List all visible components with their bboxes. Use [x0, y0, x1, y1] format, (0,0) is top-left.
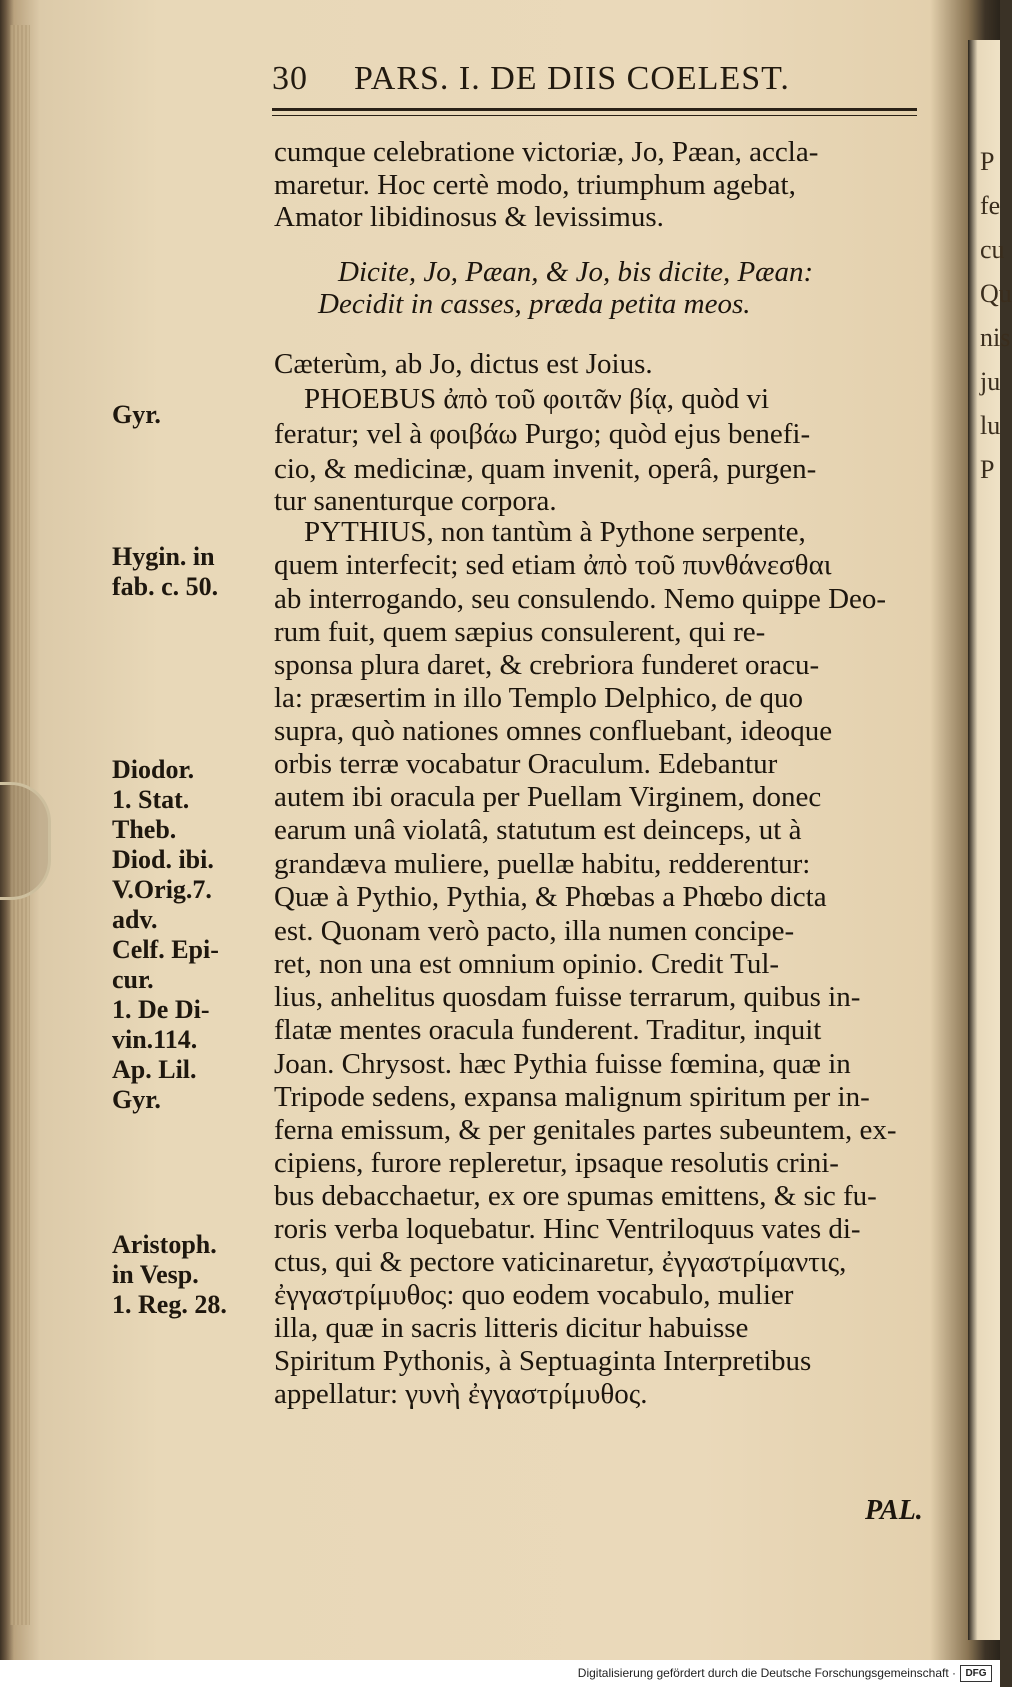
text-line: cumque celebratione victoriæ, Jo, Pæan, accla-	[274, 136, 819, 168]
facing-fragment: ju	[980, 367, 1001, 396]
margin-note-line: Gyr.	[112, 400, 161, 429]
facing-fragment: P	[980, 147, 995, 176]
text-line: sponsa plura daret, & crebriora funderet oracu-	[274, 649, 820, 681]
margin-note-line: Celf. Epi-	[112, 935, 219, 964]
text-line: PYTHIUS, non tantùm à Pythone serpente,	[304, 516, 806, 548]
text-line: Joan. Chrysost. hæc Pythia fuisse fœmina, quæ in	[274, 1048, 851, 1080]
margin-note-line: adv.	[112, 905, 158, 934]
running-title: PARS. I. DE DIIS COELEST.	[354, 60, 790, 97]
text-line: Amator libidinosus & levissimus.	[274, 201, 664, 233]
text-line: flatæ mentes oracula funderent. Traditur, inquit	[274, 1014, 822, 1046]
text-line: supra, quò nationes omnes confluebant, ideoque	[274, 715, 833, 747]
margin-note-line: vin.114.	[112, 1025, 198, 1054]
text-line: maretur. Hoc certè modo, triumphum agebat,	[274, 169, 796, 201]
margin-note-line: Aristoph.	[112, 1230, 217, 1259]
text-line: Tripode sedens, expansa malignum spiritum per in-	[274, 1081, 870, 1113]
text-line: feratur; vel à φοιβάω Purgo; quòd ejus benefi-	[274, 418, 811, 450]
margin-note-line: Diodor.	[112, 755, 195, 784]
catchword: PAL.	[865, 1495, 923, 1526]
margin-note-line: in Vesp.	[112, 1260, 199, 1289]
text-line: appellatur: γυνὴ ἐγγαστρίμυθος.	[274, 1378, 648, 1410]
margin-note-line: 1. Reg. 28.	[112, 1290, 227, 1319]
facing-fragment: P	[980, 455, 995, 484]
margin-note-line: fab. c. 50.	[112, 572, 219, 601]
text-line: cipiens, furore repleretur, ipsaque resolutis crini-	[274, 1147, 839, 1179]
text-line: quem interfecit; sed etiam ἀπὸ τοῦ πυνθάνεσθαι	[274, 549, 832, 581]
book-clasp	[0, 782, 51, 900]
margin-note-line: 1. De Di-	[112, 995, 210, 1024]
margin-note-line: Diod. ibi.	[112, 845, 214, 874]
text-line: roris verba loquebatur. Hinc Ventriloquus vates di-	[274, 1213, 861, 1245]
text-line: la: præsertim in illo Templo Delphico, de quo	[274, 682, 804, 714]
margin-note-line: 1. Stat.	[112, 785, 190, 814]
text-line: est. Quonam verò pacto, illa numen concipe-	[274, 915, 795, 947]
margin-note-line: Ap. Lil.	[112, 1055, 197, 1084]
dfg-logo: DFG	[960, 1665, 992, 1682]
text-line: Cæterùm, ab Jo, dictus est Joius.	[274, 348, 653, 380]
facing-fragment: lu	[980, 411, 1001, 440]
verse-line: Dicite, Jo, Pæan, & Jo, bis dicite, Pæan:	[338, 256, 814, 288]
facing-page-text	[980, 140, 1012, 492]
text-line: illa, quæ in sacris litteris dicitur habuisse	[274, 1312, 749, 1344]
header-rule	[272, 108, 917, 111]
text-line: PHOEBUS ἀπὸ τοῦ φοιτᾶν βίᾳ, quòd vi	[304, 383, 770, 415]
digitization-footer	[0, 1660, 1000, 1687]
margin-note-line: Gyr.	[112, 1085, 161, 1114]
facing-fragment: nis	[980, 323, 1011, 352]
text-line: ab interrogando, seu consulendo. Nemo quippe Deo-	[274, 583, 887, 615]
text-line: ret, non una est omnium opinio. Credit Tul-	[274, 948, 780, 980]
page-number: 30	[272, 60, 308, 97]
verse-line: Decidit in casses, præda petita meos.	[318, 288, 751, 320]
text-line: bus debacchaetur, ex ore spumas emittens, & sic fu-	[274, 1180, 877, 1212]
text-line: Spiritum Pythonis, à Septuaginta Interpretibus	[274, 1345, 812, 1377]
header-rule-thin	[272, 115, 917, 116]
text-line: ἐγγαστρίμυθος: quo eodem vocabulo, mulier	[274, 1279, 794, 1311]
text-line: tur sanenturque corpora.	[274, 485, 557, 517]
text-line: grandæva muliere, puellæ habitu, redderentur:	[274, 848, 811, 880]
margin-note-line: V.Orig.7.	[112, 875, 212, 904]
facing-fragment: cu	[980, 235, 1005, 264]
text-line: Quæ à Pythio, Pythia, & Phœbas a Phœbo dicta	[274, 881, 827, 913]
text-line: autem ibi oracula per Puellam Virginem, donec	[274, 781, 822, 813]
margin-note-line: cur.	[112, 965, 154, 994]
text-line: orbis terræ vocabatur Oraculum. Edebantur	[274, 748, 778, 780]
text-line: cio, & medicinæ, quam invenit, operâ, purgen-	[274, 453, 817, 485]
facing-fragment: Qu	[980, 279, 1012, 308]
margin-note-line: Hygin. in	[112, 542, 215, 571]
text-line: earum unâ violatâ, statutum est deinceps, ut à	[274, 814, 802, 846]
text-line: rum fuit, quem sæpius consulerent, qui re-	[274, 616, 766, 648]
margin-note-line: Theb.	[112, 815, 177, 844]
text-line: ferna emissum, & per genitales partes subeuntem, ex-	[274, 1114, 897, 1146]
facing-fragment: fe	[980, 191, 1001, 220]
text-line: ctus, qui & pectore vaticinaretur, ἐγγαστρίμαντις,	[274, 1246, 847, 1278]
text-line: lius, anhelitus quosdam fuisse terrarum, quibus in-	[274, 981, 861, 1013]
running-header	[272, 60, 917, 104]
footer-credit: Digitalisierung gefördert durch die Deutsche Forschungsgemeinschaft ·	[577, 1666, 956, 1680]
